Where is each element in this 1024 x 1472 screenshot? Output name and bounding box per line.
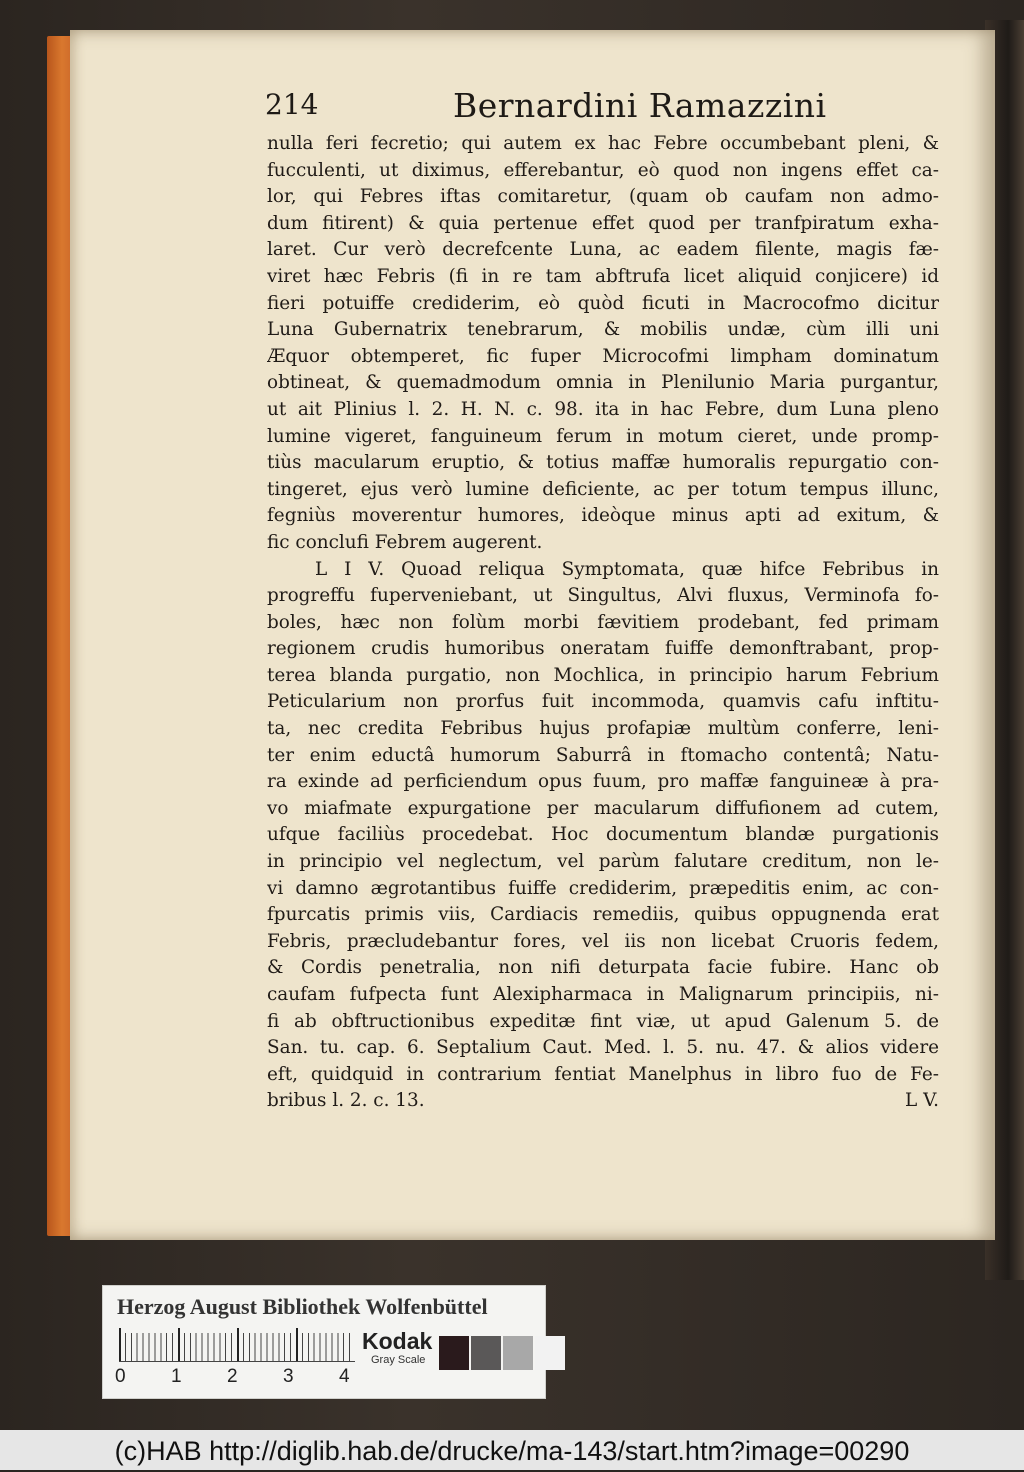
text-line: lumine vigeret, fanguineum ferum in motum cieret, unde promp- [267, 425, 939, 447]
text-line: in principio vel neglectum, vel parùm falutare creditum, non le- [267, 851, 939, 873]
text-line: lor, qui Febres iftas comitaretur, (quam ob caufam non admo- [267, 186, 939, 208]
library-name: Herzog August Bibliothek Wolfenbüttel [117, 1294, 488, 1319]
text-line: caufam fufpecta funt Alexipharmaca in Malignarum principiis, ni- [267, 984, 939, 1005]
text-line: ta, nec credita Febribus hujus profapiæ multùm conferre, leni- [267, 718, 939, 740]
text-line: Luna Gubernatrix tenebrarum, & mobilis undæ, cùm illi uni [267, 319, 939, 341]
text-line: fucculenti, ut diximus, efferebantur, eò quod non ingens effet ca- [267, 159, 939, 181]
body-text [267, 131, 939, 1115]
copyright-url-footer: (c)HAB http://diglib.hab.de/drucke/ma-143/start.htm?image=00290 [0, 1430, 1024, 1470]
text-line: vo miafmate expurgatione per macularum diffufionem ad cutem, [267, 797, 939, 819]
page-header-author: Bernardini Ramazzini [453, 86, 827, 125]
scale-number: 1 [171, 1366, 182, 1387]
text-line: laret. Cur verò decrefcente Luna, ac eadem filente, magis fæ- [267, 239, 939, 261]
scale-number: 0 [115, 1366, 126, 1387]
catchword: L V. [905, 1090, 939, 1112]
running-head [265, 86, 945, 136]
text-line: fieri potuiffe crediderim, eò quòd ficuti in Macrocofmo dicitur [267, 292, 939, 314]
text-line: terea blanda purgatio, non Mochlica, in principio harum Febrium [267, 664, 939, 686]
text-line: boles, hæc non folùm morbi fævitiem prodebant, fed primam [267, 611, 939, 633]
text-line: progreffu fuperveniebant, ut Singultus, Alvi fluxus, Verminofa fo- [267, 585, 939, 607]
scale-number: 4 [339, 1366, 350, 1387]
text-line: San. tu. cap. 6. Septalium Caut. Med. l. 5. nu. 47. & alios videre [267, 1037, 939, 1059]
page-number: 214 [265, 88, 319, 121]
text-line: obtineat, & quemadmodum omnia in Plenilunio Maria purgantur, [267, 372, 939, 394]
text-line [267, 1088, 939, 1115]
text-line-final: bribus l. 2. c. 13. [267, 1090, 425, 1112]
text-line: fegniùs moverentur humores, ideòque minus apti ad exitum, & [267, 505, 939, 527]
text-line: viret hæc Febris (fi in re tam abftrufa licet aliquid conjicere) id [267, 265, 939, 287]
text-line: ra exinde ad perficiendum opus fuum, pro maffæ fanguineæ à pra- [267, 771, 939, 793]
text-line: dum fitirent) & quia pertenue effet quod per tranfpiratum exha- [267, 212, 939, 234]
kodak-logo: Kodak [362, 1328, 433, 1354]
gray-swatch [503, 1336, 533, 1370]
text-line: Æquor obtemperet, fic fuper Microcofmi limpham dominatum [267, 345, 939, 367]
text-line: nulla feri fecretio; qui autem ex hac Febre occumbebant pleni, & [267, 133, 939, 154]
text-line: tiùs macularum eruptio, & totius maffæ humoralis repurgatio con- [267, 452, 939, 474]
color-target-card [102, 1285, 546, 1399]
text-line: fpurcatis primis viis, Cardiacis remediis, quibus oppugnenda erat [267, 904, 939, 926]
text-line: tingeret, ejus verò lumine deficiente, ac per totum tempus illunc, [267, 478, 939, 500]
text-line: Febris, præcludebantur fores, vel iis non licebat Cruoris fedem, [267, 930, 939, 952]
text-line: Peticularium non prorfus fuit incommoda, quamvis cafu inftitu- [267, 691, 939, 713]
text-line: L I V. Quoad reliqua Symptomata, quæ hifce Febribus in [315, 558, 939, 580]
gray-swatch [535, 1336, 565, 1370]
gray-swatch [471, 1336, 501, 1370]
text-line: vi damno ægrotantibus fuiffe crediderim, præpeditis enim, ac con- [267, 877, 939, 899]
text-line: ter enim eductâ humorum Saburrâ in ftomacho contentâ; Natu- [267, 744, 939, 766]
text-line: ufque faciliùs procedebat. Hoc documentum blandæ purgationis [267, 824, 939, 846]
text-line: & Cordis penetralia, non nifi deturpata facie fubire. Hanc ob [267, 957, 939, 979]
text-line: ut ait Plinius l. 2. H. N. c. 98. ita in hac Febre, dum Luna pleno [267, 398, 939, 420]
text-line: fi ab obftructionibus expeditæ fint viæ, ut apud Galenum 5. de [267, 1010, 939, 1032]
scale-number: 2 [227, 1366, 238, 1387]
gray-scale-label: Gray Scale [371, 1354, 426, 1366]
scale-number: 3 [283, 1366, 294, 1387]
text-line: fic conclufi Febrem augerent. [267, 531, 543, 553]
scale-ruler-major-ticks [119, 1328, 355, 1361]
text-line: eft, quidquid in contrarium fentiat Manelphus in libro fuo de Fe- [267, 1063, 939, 1085]
gray-swatch [439, 1336, 469, 1370]
text-line: regionem crudis humoribus oneratam fuiffe demonftrabant, prop- [267, 638, 939, 660]
